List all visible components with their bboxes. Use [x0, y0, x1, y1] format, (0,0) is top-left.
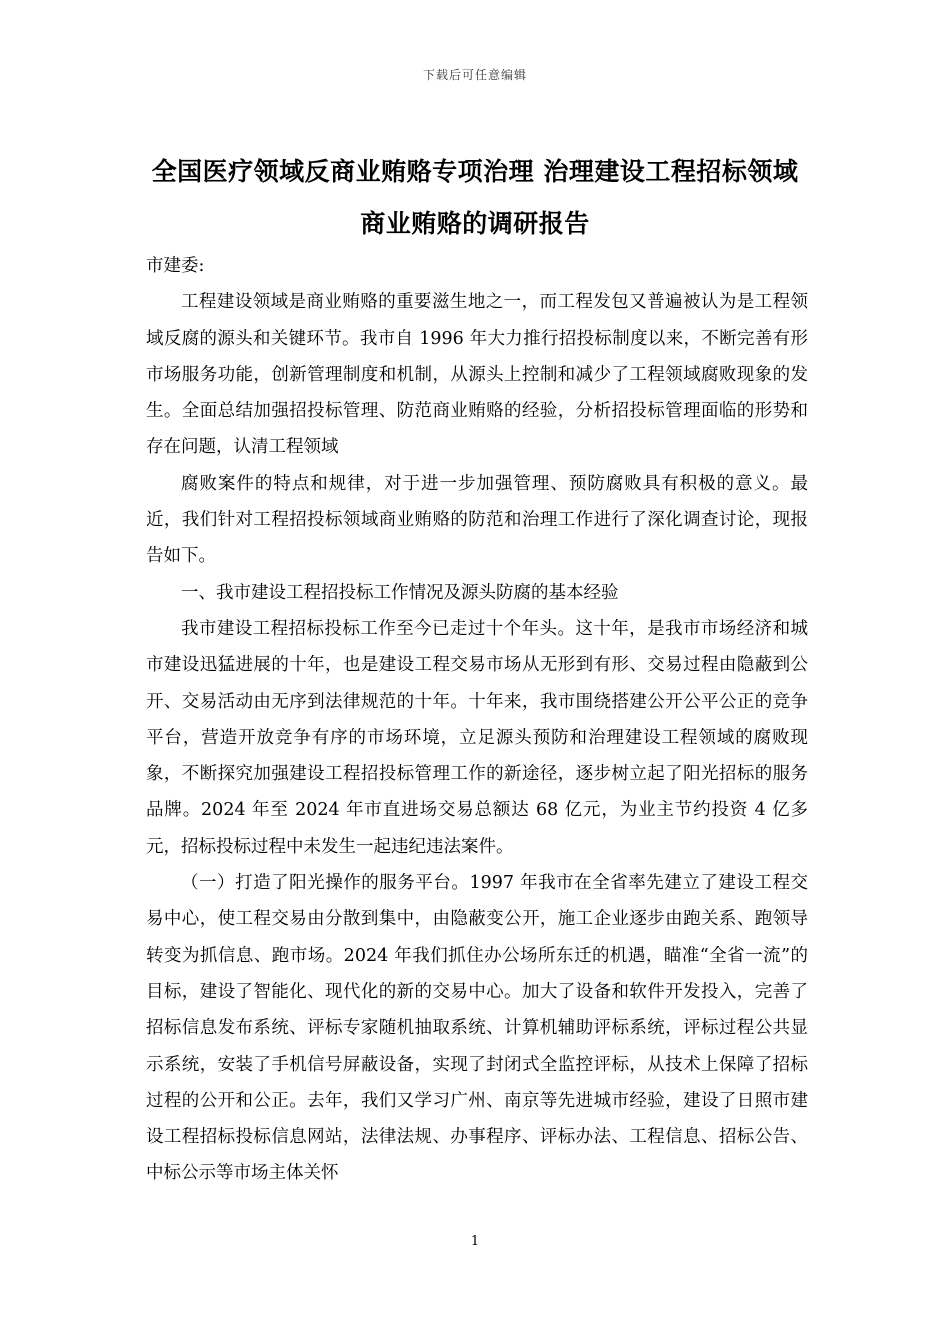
salutation: 市建委:: [146, 256, 205, 276]
page-number: 1: [470, 1234, 480, 1249]
document-title-line-1: 全国医疗领域反商业贿赂专项治理 治理建设工程招标领域: [151, 157, 799, 186]
header-note: 下载后可任意编辑: [422, 68, 527, 82]
document-title-line-2: 商业贿赂的调研报告: [360, 209, 590, 238]
paragraph-4: （一）打造了阳光操作的服务平台。1997 年我市在全省率先建立了建设工程交易中心，使工程交易由分散到集中，由隐蔽变公开，施工企业逐步由跑关系、跑领导转变为抓信息、跑市场。2024 年我们抓住办公场所东迁的机遇，瞄准“全省一流”的目标，建设了智能化、现代化的新的交易中心。加大了设备和软件开发投入，完善了招标信息发布系统、评标专家随机抽取系统、计算机辅助评标系统，评标过程公共显示系统，安装了手机信号屏蔽设备，实现了封闭式全监控评标，从技术上保障了招标过程的公开和公正。去年，我们又学习广州、南京等先进城市经验，建设了日照市建设工程招标投标信息网站，法律法规、办事程序、评标办法、工程信息、招标公告、中标公示等市场主体关怀: [146, 873, 808, 1184]
paragraph-1: 工程建设领域是商业贿赂的重要滋生地之一，而工程发包又普遍被认为是工程领域反腐的源头和关键环节。我市自 1996 年大力推行招投标制度以来，不断完善有形市场服务功能，创新管理制度和机制，从源头上控制和减少了工程领域腐败现象的发生。全面总结加强招投标管理、防范商业贿赂的经验，分析招投标管理面临的形势和存在问题，认清工程领域: [146, 292, 808, 458]
paragraph-3: 我市建设工程招标投标工作至今已走过十个年头。这十年，是我市市场经济和城市建设迅猛进展的十年，也是建设工程交易市场从无形到有形、交易过程由隐蔽到公开、交易活动由无序到法律规范的十年。十年来，我市围绕搭建公开公平公正的竞争平台，营造开放竞争有序的市场环境，立足源头预防和治理建设工程领域的腐败现象，不断探究加强建设工程招投标管理工作的新途径，逐步树立起了阳光招标的服务品牌。2024 年至 2024 年市直进场交易总额达 68 亿元，为业主节约投资 4 亿多元，招标投标过程中未发生一起违纪违法案件。: [146, 618, 808, 857]
paragraph-2: 腐败案件的特点和规律，对于进一步加强管理、预防腐败具有积极的意义。最近，我们针对工程招投标领域商业贿赂的防范和治理工作进行了深化调查讨论，现报告如下。: [146, 473, 808, 567]
section-heading-1: 一、我市建设工程招投标工作情况及源头防腐的基本经验: [181, 582, 619, 603]
document-body: [146, 248, 808, 1192]
